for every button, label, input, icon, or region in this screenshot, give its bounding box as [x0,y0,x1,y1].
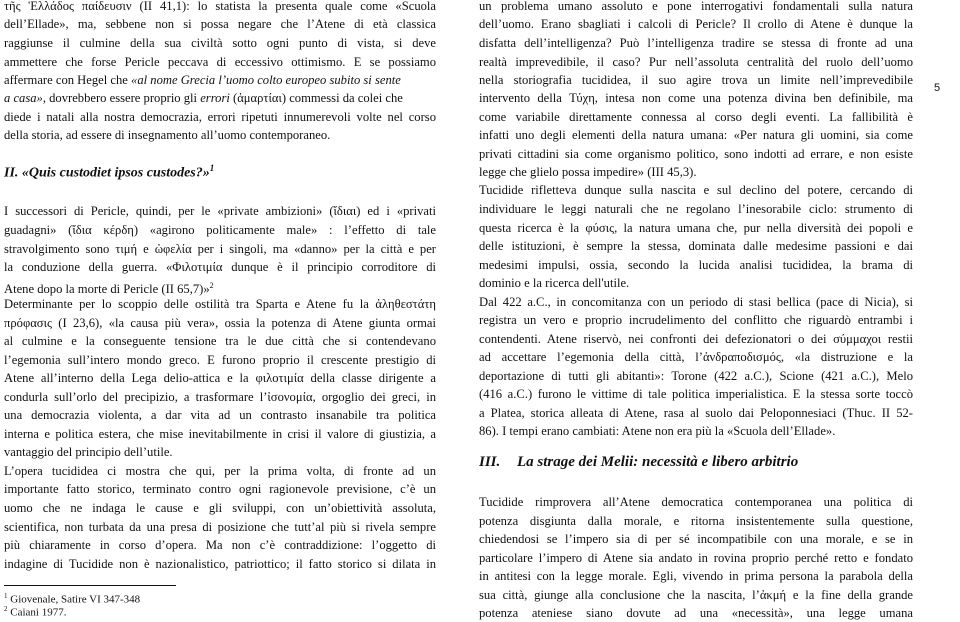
errori-term: errori [200,91,230,105]
footnote-text: Caiani 1977. [10,606,67,619]
text-line: realtà imprevedibile, il caso? Pur nell’assoluta centralità del ruolo dell’uomo [479,55,913,69]
text-line: privati cittadini sia come organismo politico, sono indotti ad errare, e non esiste [479,147,913,161]
text-line: τῆς Ἑλλάδος παίδευσιν (II 41,1): lo statista la presenta quale come «Scuola [4,0,436,13]
text-line: Tucidide rifletteva dunque sulla nascita e sul declino del potere, cercando di [479,183,913,197]
text-line: in antitesi con la legge morale. Egli, vivendo in prima persona la parabola della [479,569,913,583]
text-line: individuare le leggi naturali che ne regolano l’inesorabile ciclo: strumento di [479,202,913,216]
text-line: dell’uomo. Erano sbagliati i calcoli di Pericle? Il crollo di Atene è dunque la [479,17,913,31]
text-line: nella storiografia tucididea, il suo agire trova un limite nell’imprevedibile [479,73,913,87]
text-line: disfatta dell’intelligenza? Può l’intelligenza tradire se stessa di fronte ad una [479,36,913,50]
text-line: potenza ateniese siano dovute ad una «necessità», una legge umana [479,606,913,620]
text-line: vantaggio del principio dell’utile. [4,445,173,459]
text-run: Atene dopo la morte di Pericle (II 65,7)» [4,282,210,297]
text-line [4,71,436,89]
text-line: medesimi impulsi, ossia, secondo la lucida analisi tucididea, la brama di [479,258,913,272]
text-run: (ἁμαρτίαι) commessi da colei che [233,91,403,105]
text-line: indagine di Tucidide non è nazionalistico, patriottico; il fatto storico si dilata in [4,557,436,571]
footnote-ref: 2 [209,281,214,290]
text-line: condurla sull’orlo del precipizio, a trasformare l’ἰσονομία, orgoglio dei greci, in [4,390,436,404]
footnote-divider [4,585,176,586]
text-line: (416 a.C.) furono le vittime di tale politica imperialistica. E la stessa sorte toccò [479,387,913,401]
text-line: intervento della Τύχη, intesa non come una potenza divina ben definibile, ma [479,91,913,105]
text-line: diede i natali alla nostra democrazia, errori ripetuti innumerevoli volte nel corso [4,110,436,124]
footnote-number: 1 [4,592,8,600]
text-line: della storia, ad essere di insegnamento all’uomo contemporaneo. [4,128,331,142]
text-line: delle istituzioni, è sempre la stessa, dominata dalle medesime passioni e dai [479,239,913,253]
text-line: dell’Ellade», ma, sebbene non si possa negare che l’Atene di età classica [4,17,436,31]
text-line: I successori di Pericle, quindi, per le «private ambizioni» (ἴδιαι) ed i «privati [4,204,436,218]
footnote-ref: 1 [209,163,215,173]
footnote [4,603,66,619]
text-run: affermare con Hegel che [4,73,128,87]
text-line: come variabile direttamente connessa al corso degli eventi. La fallibilità è [479,110,913,124]
text-line: sua città, giunge alla conclusione che la nascita, l’ἀκμή e la fine della grande [479,588,913,602]
footnote-text: Giovenale, Satire VI 347-348 [10,593,141,606]
text-line: Atene all’interno della Lega delio-attica e la φιλοτιμία della classe dirigente a [4,371,436,385]
text-line: raggiunse il culmine della sua civiltà sotto ogni punto di vista, si deve [4,36,436,50]
text-line: un problema umano assoluto e pone interrogativi fondamentali sulla natura [479,0,913,13]
footnote-number: 2 [4,605,8,613]
text-line: a Platea, storica alleata di Atene, rasa al suolo dai Peloponnesiaci (Thuc. II 52- [479,406,913,420]
text-line: 86). I tempi erano cambiati: Atene non era più la «Scuola dell’Ellade». [479,424,836,438]
text-line: uomo che ne indaga le cause e gli sviluppi, con un’obiettività assoluta, [4,501,436,515]
text-line: potenza disgiunta dalla morale, e ritorna insistentemente sulla questione, [479,514,913,528]
text-line: L’opera tucididea ci mostra che qui, per la prima volta, di fronte ad un [4,464,436,478]
text-line: Dal 422 a.C., in concomitanza con un periodo di stasi bellica (pace di Nicia), si [479,295,913,309]
section-heading-3: La strage dei Melii: necessità e libero arbitrio [517,454,799,470]
text-line: contendenti. Atene riservò, nei confronti dei defezionatori o dei σύμμαχοι restii [479,332,913,346]
text-line: interna e politica estera, che mise inevitabilmente in crisi il valore di giustizia, a [4,427,436,441]
text-line: più chiaramente in corso d’opera. Ma non c’è contraddizione: l’oggetto di [4,538,436,552]
text-line: scientifica, non turbata da una presa di posizione che tutt’al più si rivela sempre [4,520,436,534]
hegel-quote: «al nome Grecia l’uomo colto europeo subito si sente [131,73,401,87]
text-line: particolare l’impero di Atene sia andato in rovina proprio perché retto e fondato [479,551,913,565]
text-line: la conduzione della guerra. «Φιλοτιμία dunque è il principio corroditore di [4,260,436,274]
text-run: , dovrebbero essere proprio gli [42,91,198,105]
text-line: una democrazia violenta, a dar vita ad un contrasto insanabile tra politica [4,408,436,422]
text-line: ammettere che forse Pericle peccava di eccessivo ottimismo. E se possiamo [4,55,436,69]
text-line: dominio e la ricerca dell'utile. [479,276,630,290]
section-heading-2 [4,163,214,182]
hegel-quote-end: a casa» [4,91,43,105]
text-line: questa ricerca è la φύσις, la natura umana che, pur nella diversità dei popoli e [479,221,913,235]
text-line: πρόφασις (I 23,6), «la causa più vera», ossia la potenza di Atene giunta ormai [4,316,436,330]
text-line: l’egemonia sull’intero mondo greco. E furono proprio il crescente prestigio di [4,353,436,367]
text-line [4,89,436,107]
text-line: deportazione di tutti gli abitanti»: Torone (422 a.C.), Scione (421 a.C.), Melo [479,369,913,383]
text-line: infatti uno degli elementi della natura umana: «Per natura gli uomini, sia come [479,128,913,142]
section-heading-3-number: III. [479,454,501,470]
text-line: al culmine e la conseguente tensione tra le due città che si contendevano [4,334,436,348]
text-line: chiedendosi se l’impero sia di per sé incompatibile con una morale, e se in [479,532,913,546]
text-line: registra un vero e proprio incrudelimento del conflitto che riguardò entrambi i [479,313,913,327]
section-heading-text: II. «Quis custodiet ipsos custodes?» [4,165,210,181]
text-line: guadagni» (ἴδια κέρδη) «agirono politicamente male» : l’effetto di tale [4,223,436,237]
text-line: Determinante per lo scoppio delle ostilità tra Sparta e Atene fu la ἀληθεστάτη [4,297,436,311]
page-number: 5 [934,82,941,94]
text-line: legge che glielo possa impedire» (III 45,3). [479,165,697,179]
text-line: Tucidide rimprovera all’Atene democratica contemporanea una politica di [479,495,913,509]
text-line: importante fatto storico, terminato contro ogni ragionevole previsione, c’è un [4,482,436,496]
text-line: stravolgimento sono τιμή e ὠφελία per i singoli, ma «danno» per la città e per [4,242,436,256]
text-line: ad accettare l’egemonia della città, l’ἀνδραποδισμός, «la distruzione e la [479,350,913,364]
